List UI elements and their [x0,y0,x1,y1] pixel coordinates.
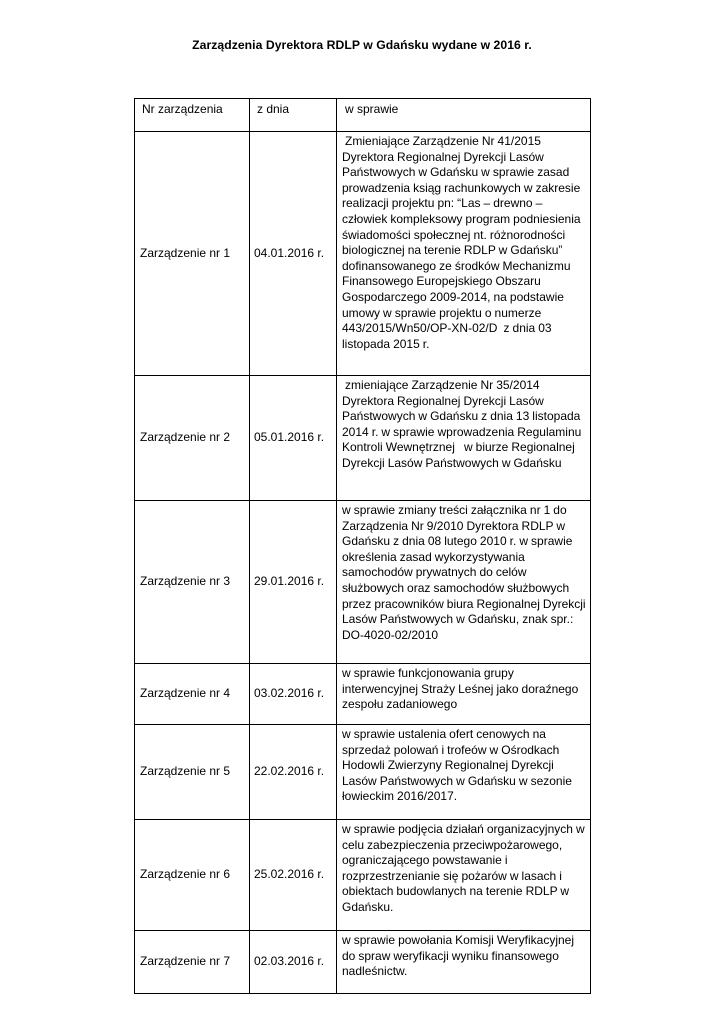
order-subject: w sprawie zmiany treści załącznika nr 1 do Zarządzenia Nr 9/2010 Dyrektora RDLP w Gdańsku z dnia 08 lutego 2010 r. w sprawie określenia zasad wykorzystywania samochodów prywatnych do celów służbowych oraz samochodów służbowych przez pracowników biura Regionalnej Dyrekcji Lasów Państwowych w Gdańsku, znak spr.: DO-4020-02/2010 [337,501,591,664]
table-row [135,132,591,376]
page-title: Zarządzenia Dyrektora RDLP w Gdańsku wydane w 2016 r. [192,38,532,52]
table-row [135,931,591,994]
table-row [135,376,591,501]
order-subject: w sprawie powołania Komisji Weryfikacyjnej do spraw weryfikacji wyniku finansowego nadleśnictw. [337,931,591,994]
order-date: 04.01.2016 r. [250,132,337,376]
order-date: 22.02.2016 r. [250,725,337,820]
order-number: Zarządzenie nr 6 [135,820,250,931]
order-subject: w sprawie podjęcia działań organizacyjnych w celu zabezpieczenia przeciwpożarowego, ograniczającego powstawanie i rozprzestrzenianie się pożarów w lasach i obiektach budowlanych na terenie RDLP w Gdańsku. [337,820,591,931]
order-number: Zarządzenie nr 4 [135,664,250,725]
order-subject: zmieniające Zarządzenie Nr 35/2014 Dyrektora Regionalnej Dyrekcji Lasów Państwowych w Gdańsku z dnia 13 listopada 2014 r. w sprawie wprowadzenia Regulaminu Kontroli Wewnętrznej w biurze Regionalnej Dyrekcji Lasów Państwowych w Gdańsku [337,376,591,501]
header-subject: w sprawie [337,99,591,132]
table-row [135,820,591,931]
order-date: 29.01.2016 r. [250,501,337,664]
table-row [135,664,591,725]
order-subject: w sprawie ustalenia ofert cenowych na sprzedaż polowań i trofeów w Ośrodkach Hodowli Zwierzyny Regionalnej Dyrekcji Lasów Państwowych w Gdańsku w sezonie łowieckim 2016/2017. [337,725,591,820]
order-number: Zarządzenie nr 1 [135,132,250,376]
order-date: 25.02.2016 r. [250,820,337,931]
orders-table [134,98,591,994]
table-header-row [135,99,591,132]
header-date: z dnia [250,99,337,132]
order-number: Zarządzenie nr 3 [135,501,250,664]
header-number: Nr zarządzenia [135,99,250,132]
order-date: 05.01.2016 r. [250,376,337,501]
order-subject: Zmieniające Zarządzenie Nr 41/2015 Dyrektora Regionalnej Dyrekcji Lasów Państwowych w Gdańsku w sprawie zasad prowadzenia ksiąg rachunkowych w zakresie realizacji projektu pn: “Las – drewno – człowiek kompleksowy program podniesienia świadomości społecznej nt. różnorodności biologicznej na terenie RDLP w Gdańsku” dofinansowanego ze środków Mechanizmu Finansowego Europejskiego Obszaru Gospodarczego 2009-2014, na podstawie umowy w sprawie projektu o numerze 443/2015/Wn50/OP-XN-02/D z dnia 03 listopada 2015 r. [337,132,591,376]
order-number: Zarządzenie nr 7 [135,931,250,994]
table-row [135,501,591,664]
order-number: Zarządzenie nr 5 [135,725,250,820]
order-subject: w sprawie funkcjonowania grupy interwencyjnej Straży Leśnej jako doraźnego zespołu zadaniowego [337,664,591,725]
order-number: Zarządzenie nr 2 [135,376,250,501]
order-date: 03.02.2016 r. [250,664,337,725]
table-row [135,725,591,820]
order-date: 02.03.2016 r. [250,931,337,994]
